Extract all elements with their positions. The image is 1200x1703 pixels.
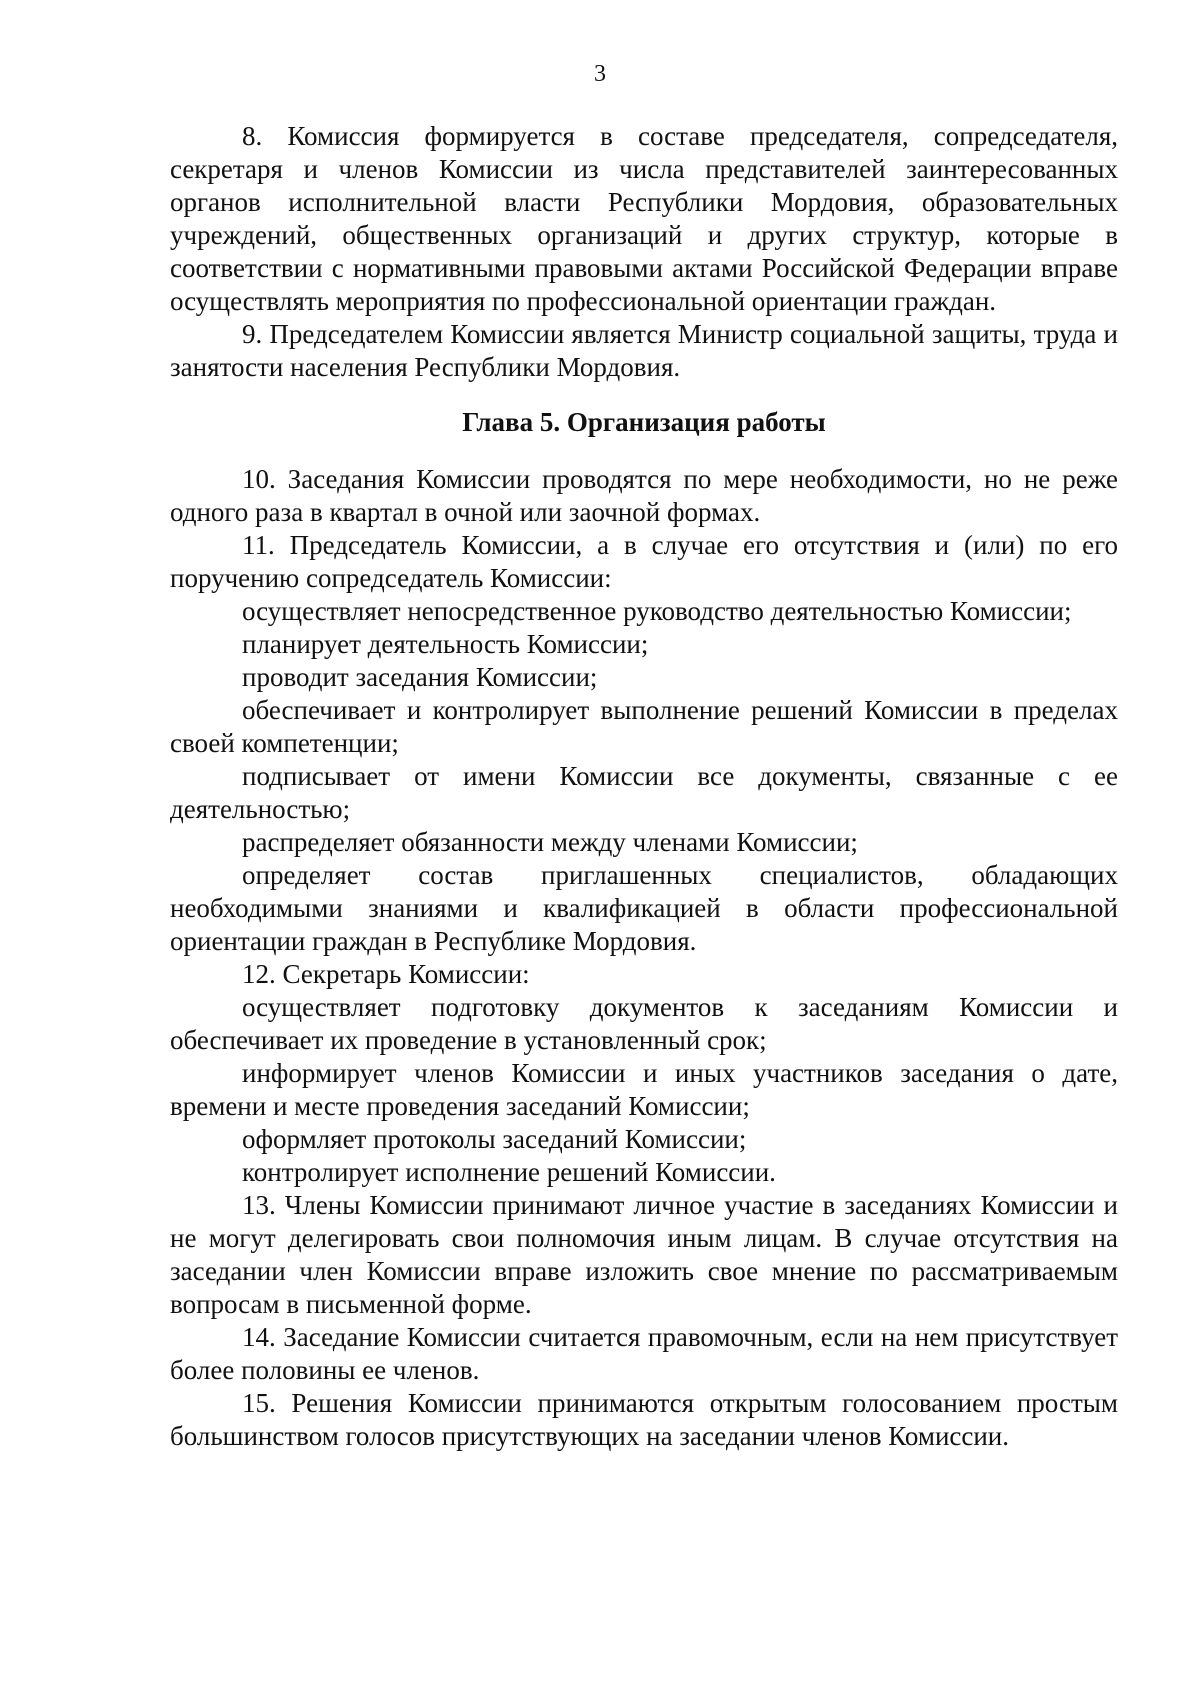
paragraph-11-item-1: осуществляет непосредственное руководство деятельностью Комиссии; [242,596,1072,626]
paragraph-11-item-5: подписывает от имени Комиссии все документы, связанные с ее деятельностью; [170,761,1118,824]
page-number: 3 [594,61,606,87]
paragraph-12-item-3: оформляет протоколы заседаний Комиссии; [242,1124,747,1154]
paragraph-11-item-6: распределяет обязанности между членами Комиссии; [242,827,858,857]
paragraph-12-item-2: информирует членов Комиссии и иных участников заседания о дате, времени и месте проведения заседаний Комиссии; [170,1058,1118,1121]
paragraph-10: 10. Заседания Комиссии проводятся по мере необходимости, но не реже одного раза в квартал в очной или заочной формах. [170,464,1118,527]
paragraph-11-item-3: проводит заседания Комиссии; [242,662,598,692]
document-body [170,120,1118,1453]
paragraph-12: 12. Секретарь Комиссии: [242,959,530,989]
paragraph-13: 13. Члены Комиссии принимают личное участие в заседаниях Комиссии и не могут делегировать свои полномочия иным лицам. В случае отсутствия на заседании член Комиссии вправе изложить свое мнение по рассматриваемым вопросам в письменной форме. [170,1190,1118,1319]
paragraph-12-item-1: осуществляет подготовку документов к заседаниям Комиссии и обеспечивает их проведение в установленный срок; [170,992,1118,1055]
paragraph-8: 8. Комиссия формируется в составе председателя, сопредседателя, секретаря и членов Комиссии из числа представителей заинтересованных органов исполнительной власти Республики Мордовия, образовательных учреждений, общественных организаций и других структур, которые в соответствии с нормативными правовыми актами Российской Федерации вправе осуществлять мероприятия по профессиональной ориентации граждан. [170,121,1118,316]
chapter-5-title: Глава 5. Организация работы [462,407,826,437]
paragraph-12-item-4: контролирует исполнение решений Комиссии. [242,1157,776,1187]
paragraph-11-item-4: обеспечивает и контролирует выполнение решений Комиссии в пределах своей компетенции; [170,695,1118,758]
paragraph-9: 9. Председателем Комиссии является Министр социальной защиты, труда и занятости населения Республики Мордовия. [170,319,1118,382]
paragraph-15: 15. Решения Комиссии принимаются открытым голосованием простым большинством голосов присутствующих на заседании членов Комиссии. [170,1388,1118,1451]
paragraph-11: 11. Председатель Комиссии, а в случае его отсутствия и (или) по его поручению сопредседатель Комиссии: [170,530,1118,593]
paragraph-14: 14. Заседание Комиссии считается правомочным, если на нем присутствует более половины ее членов. [170,1322,1118,1385]
paragraph-11-item-7: определяет состав приглашенных специалистов, обладающих необходимыми знаниями и квалификацией в области профессиональной ориентации граждан в Республике Мордовия. [170,860,1118,956]
paragraph-11-item-2: планирует деятельность Комиссии; [242,629,649,659]
